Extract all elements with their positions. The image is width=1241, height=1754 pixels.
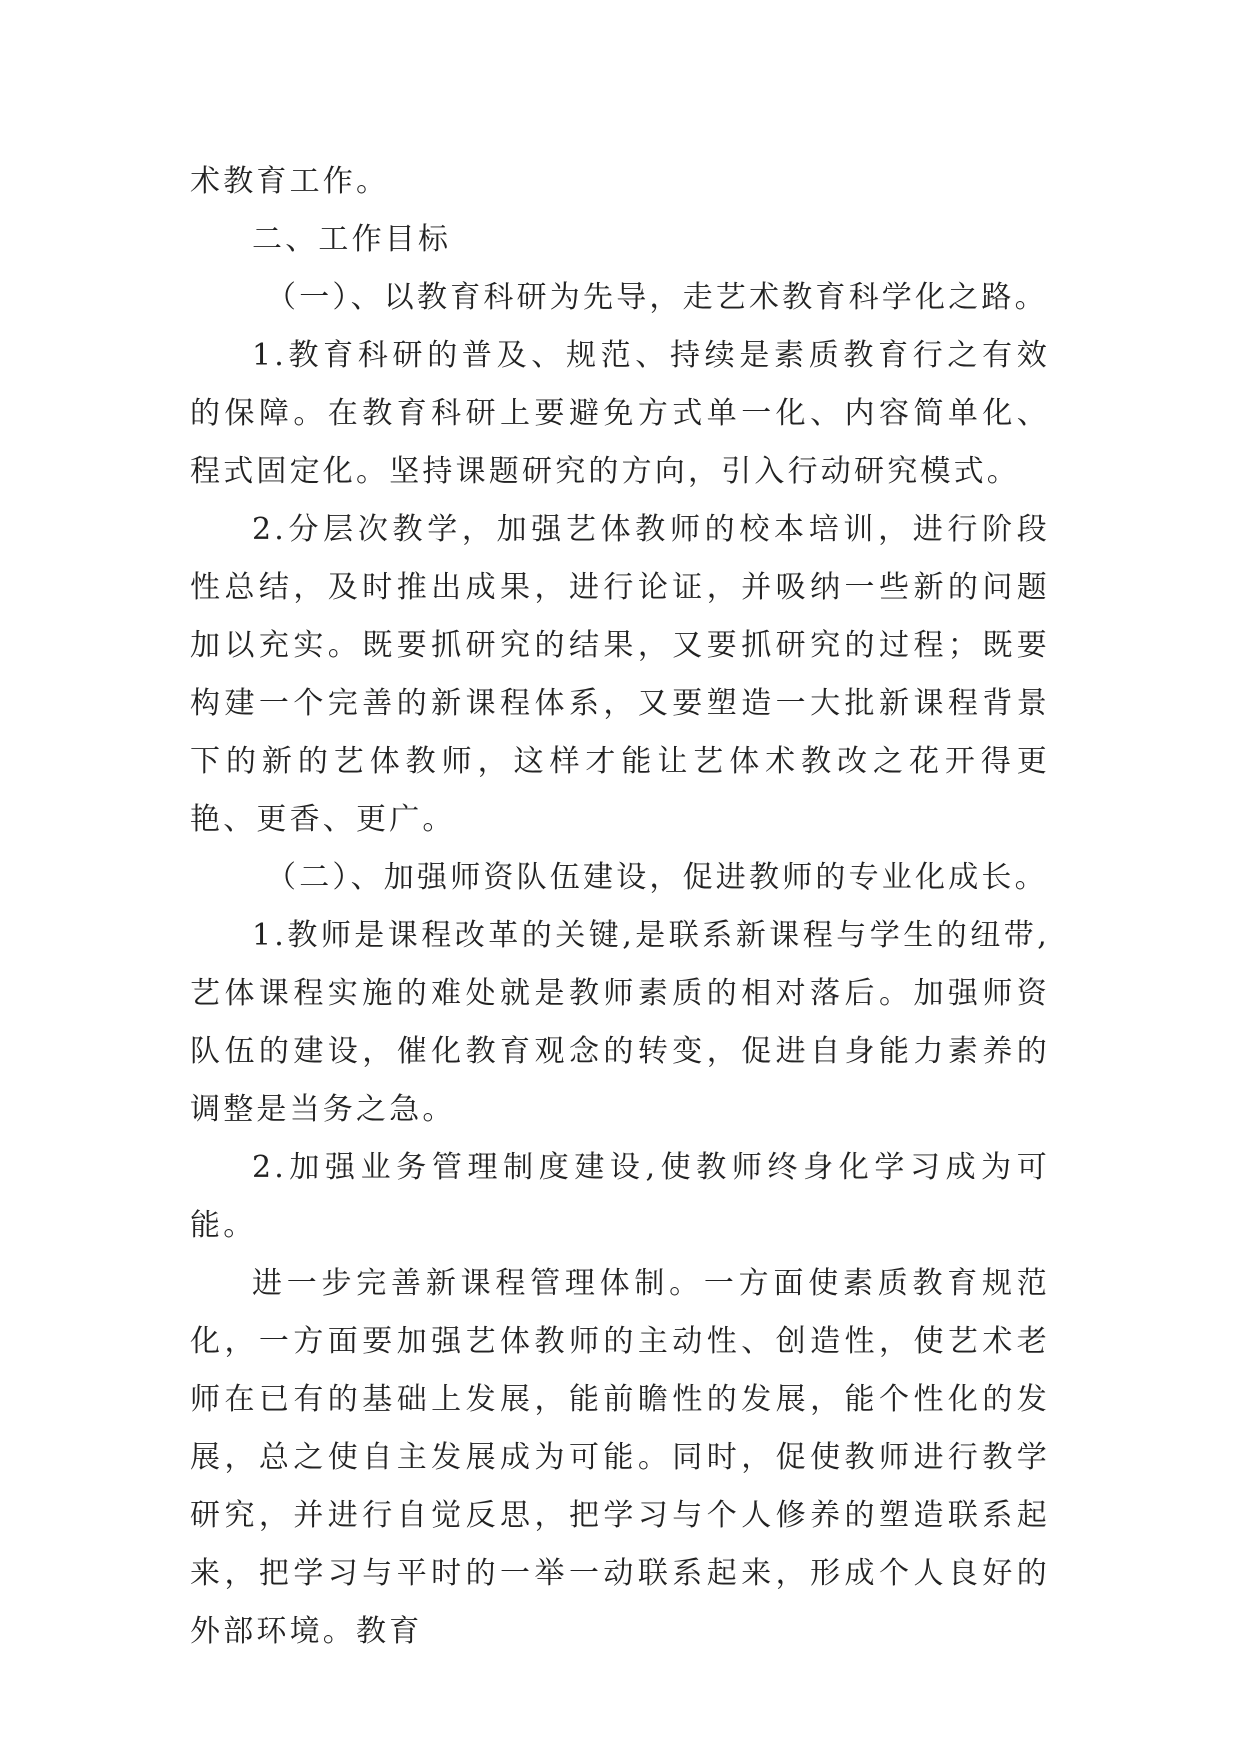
subsection-heading-1: （一）、以教育科研为先导，走艺术教育科学化之路。 [266,280,1048,315]
paragraph-continuation: 术教育工作。 [190,164,390,199]
document-body [190,153,1050,1661]
paragraph-item-2-2: 2.加强业务管理制度建设,使教师终身化学习成为可能。 [190,1150,1050,1243]
paragraph-item-1-2: 2.分层次教学，加强艺体教师的校本培训，进行阶段性总结，及时推出成果，进行论证，并吸纳一些新的问题加以充实。既要抓研究的结果，又要抓研究的过程；既要构建一个完善的新课程体系，又要塑造一大批新课程背景下的新的艺体教师，这样才能让艺体术教改之花开得更艳、更香、更广。 [190,512,1050,837]
paragraph-management: 进一步完善新课程管理体制。一方面使素质教育规范化，一方面要加强艺体教师的主动性、创造性，使艺术老师在已有的基础上发展，能前瞻性的发展，能个性化的发展，总之使自主发展成为可能。同时，促使教师进行教学研究，并进行自觉反思，把学习与个人修养的塑造联系起来，把学习与平时的一举一动联系起来，形成个人良好的外部环境。教育 [190,1266,1050,1649]
paragraph-item-1-1: 1.教育科研的普及、规范、持续是素质教育行之有效的保障。在教育科研上要避免方式单一化、内容简单化、程式固定化。坚持课题研究的方向，引入行动研究模式。 [190,338,1050,489]
section-heading-work-goals: 二、工作目标 [252,222,452,257]
subsection-heading-2: （二）、加强师资队伍建设，促进教师的专业化成长。 [266,860,1048,895]
paragraph-item-2-1: 1.教师是课程改革的关键,是联系新课程与学生的纽带,艺体课程实施的难处就是教师素质的相对落后。加强师资队伍的建设，催化教育观念的转变，促进自身能力素养的调整是当务之急。 [190,918,1050,1127]
